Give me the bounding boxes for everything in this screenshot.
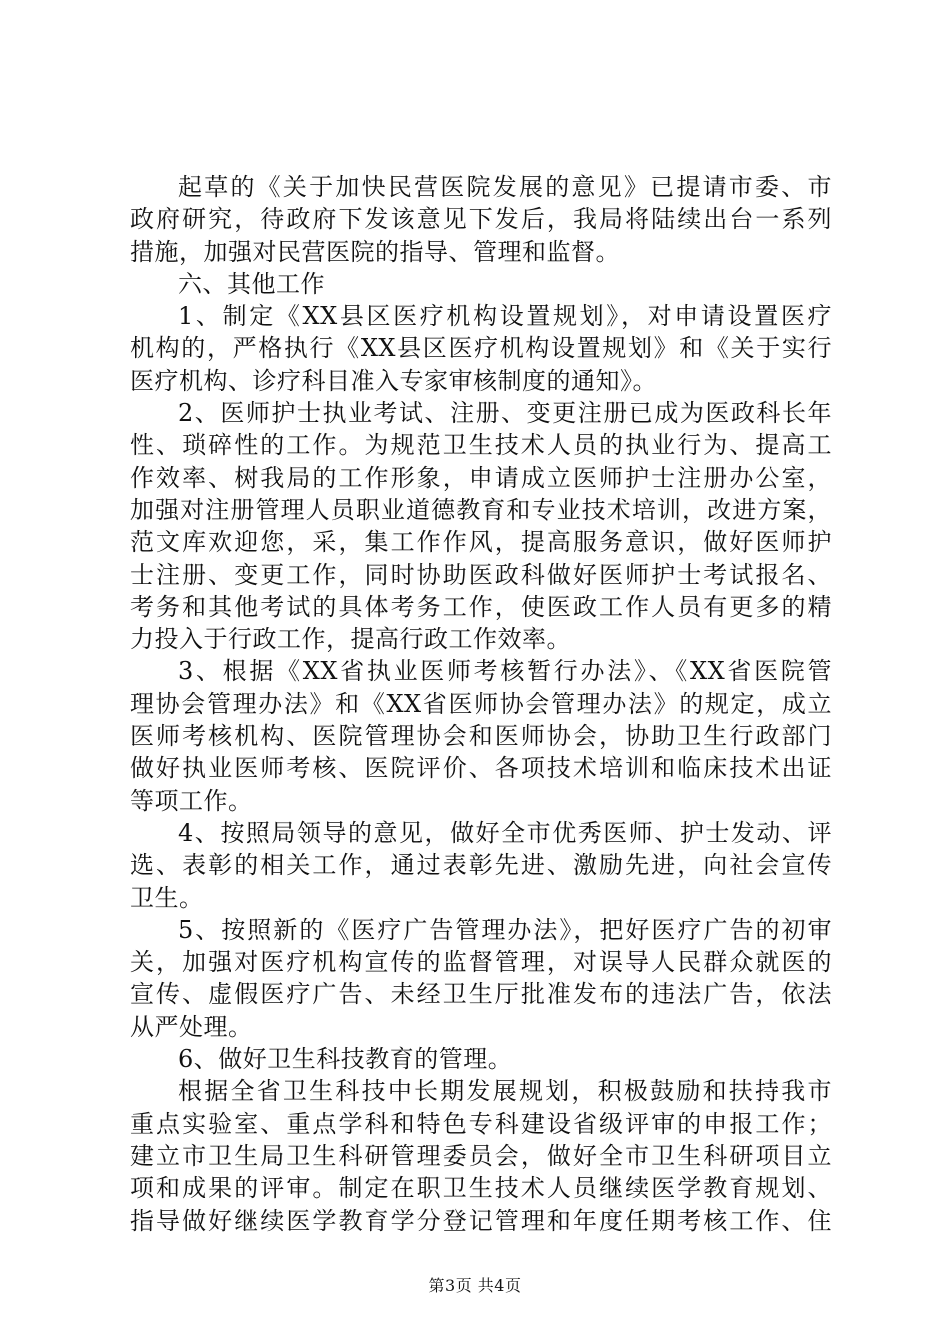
text-line: 医疗机构、诊疗科目准入专家审核制度的通知》。: [130, 366, 657, 395]
text-line: 范文库欢迎您，采，集工作作风，提高服务意识，做好医师护: [130, 528, 832, 557]
text-line: 起草的《关于加快民营医院发展的意见》已提请市委、市: [178, 173, 832, 201]
text-line: 加强对注册管理人员职业道德教育和专业技术培训，改进方案，: [130, 495, 832, 524]
text-line: 指导做好继续医学教育学分登记管理和年度任期考核工作、住: [130, 1206, 832, 1235]
text-line: 1、制定《XX县区医疗机构设置规划》，对申请设置医疗: [178, 302, 832, 331]
text-line: 6、做好卫生科技教育的管理。: [178, 1045, 513, 1074]
text-line: 等项工作。: [130, 786, 253, 815]
text-line: 宣传、虚假医疗广告、未经卫生厅批准发布的违法广告，依法: [130, 980, 832, 1009]
text-line: 医师考核机构、医院管理协会和医师协会，协助卫生行政部门: [130, 722, 832, 751]
text-line: 根据全省卫生科技中长期发展规划，积极鼓励和扶持我市: [178, 1077, 832, 1106]
text-line: 性、琐碎性的工作。为规范卫生技术人员的执业行为、提高工: [130, 431, 832, 460]
text-line: 政府研究，待政府下发该意见下发后，我局将陆续出台一系列: [130, 205, 832, 234]
text-line: 4、按照局领导的意见，做好全市优秀医师、护士发动、评: [178, 818, 832, 847]
text-line: 士注册、变更工作，同时协助医政科做好医师护士考试报名、: [130, 560, 832, 589]
page-footer: 第3页 共4页: [428, 1276, 522, 1295]
text-line: 项和成果的评审。制定在职卫生技术人员继续医学教育规划、: [130, 1174, 832, 1203]
text-line: 卫生。: [130, 883, 204, 912]
text-line: 六、其他工作: [178, 269, 325, 298]
text-line: 2、医师护士执业考试、注册、变更注册已成为医政科长年: [178, 399, 832, 428]
text-line: 理协会管理办法》和《XX省医师协会管理办法》的规定，成立: [130, 689, 832, 718]
text-line: 机构的，严格执行《XX县区医疗机构设置规划》和《关于实行: [130, 334, 832, 363]
document-body: [130, 171, 832, 1237]
text-line: 5、按照新的《医疗广告管理办法》，把好医疗广告的初审: [178, 915, 832, 944]
text-line: 3、根据《XX省执业医师考核暂行办法》、《XX省医院管: [178, 657, 832, 686]
text-line: 重点实验室、重点学科和特色专科建设省级评审的申报工作；: [130, 1109, 832, 1138]
text-line: 选、表彰的相关工作，通过表彰先进、激励先进，向社会宣传: [130, 851, 832, 880]
text-line: 措施，加强对民营医院的指导、管理和监督。: [130, 237, 620, 266]
text-line: 关，加强对医疗机构宣传的监督管理，对误导人民群众就医的: [130, 948, 832, 977]
text-line: 做好执业医师考核、医院评价、各项技术培训和临床技术出证: [130, 754, 832, 783]
text-line: 建立市卫生局卫生科研管理委员会，做好全市卫生科研项目立: [130, 1141, 832, 1170]
text-line: 作效率、树我局的工作形象，申请成立医师护士注册办公室，: [130, 463, 832, 492]
text-line: 力投入于行政工作，提高行政工作效率。: [130, 625, 571, 654]
text-line: 考务和其他考试的具体考务工作，使医政工作人员有更多的精: [130, 592, 832, 621]
text-line: 从严处理。: [130, 1012, 253, 1041]
